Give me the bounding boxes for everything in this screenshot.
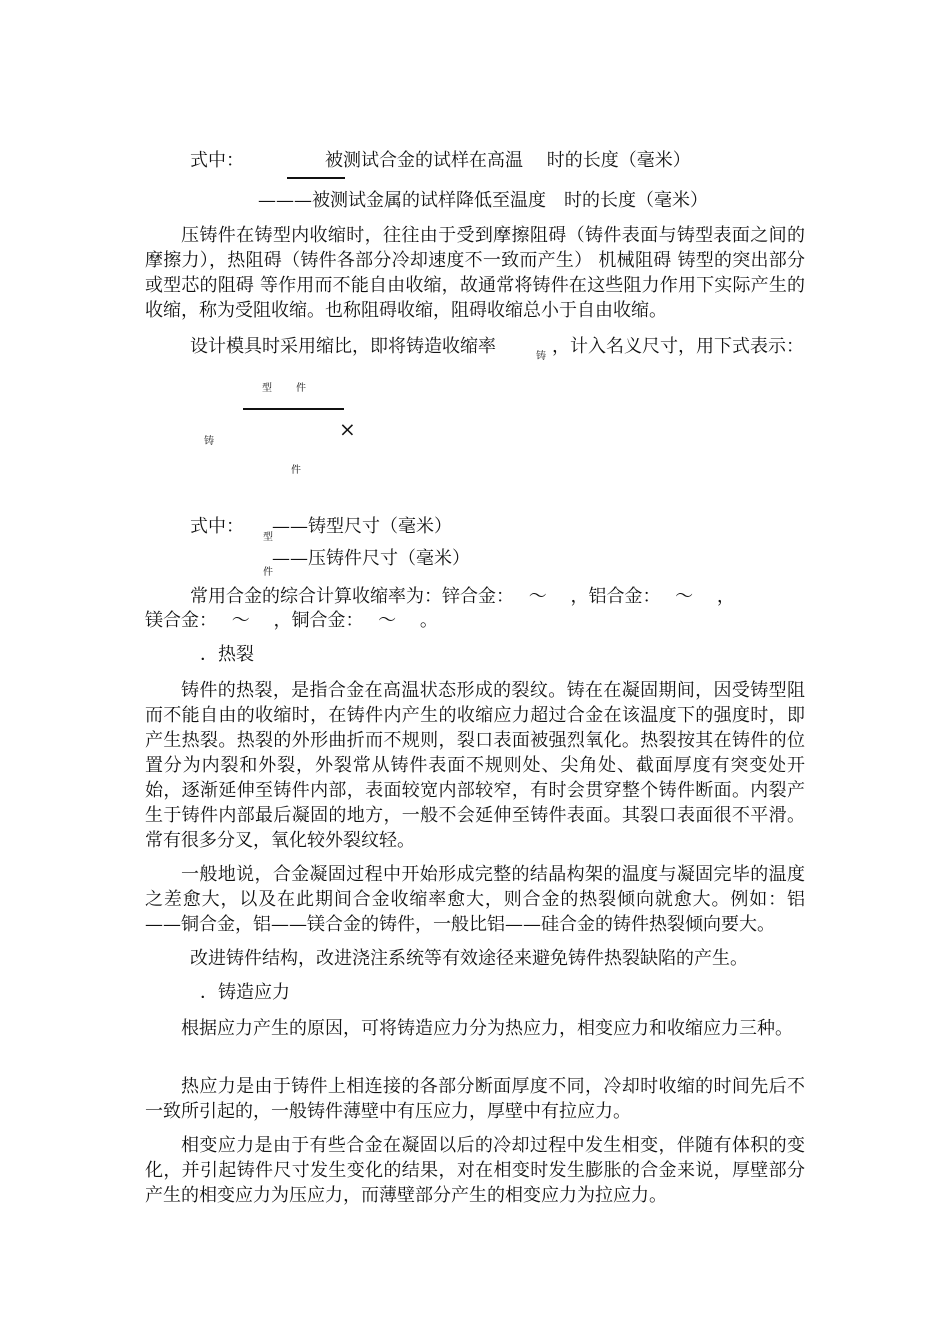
design-text-before: 设计模具时采用缩比，即将铸造收缩率 [190,336,496,357]
formula-underline [287,177,345,179]
def3-subscript: 型 [263,532,273,543]
paragraph-phase-stress: 相变应力是由于有些合金在凝固以后的冷却过程中发生相变，伴随有体积的变化，并引起铸件尺寸发生变化的结果，对在相变时发生膨胀的合金来说，厚壁部分产生的相变应力为压应力，而薄壁部分产生的相变应力为拉应力。 [145,1135,805,1206]
shrinkage-subscript: 铸 [536,351,546,362]
def-label: 式中： [190,150,244,171]
paragraph-hot-crack: 铸件的热裂，是指合金在高温状态形成的裂纹。铸在在凝固期间，因受铸型阻而不能自由的收缩时，在铸件内产生的收缩应力超过合金在该温度下的强度时，即产生热裂。热裂的外形曲折而不规则，裂口表面被强烈氧化。热裂按其在铸件的位置分为内裂和外裂，外裂常从铸件表面不规则处、尖角处、截面厚度有突变处开始，逐渐延伸至铸件内部，表面较宽内部较窄，有时会贯穿整个铸件断面。内裂产生于铸件内部最后凝固的地方，一般不会延伸至铸件表面。其裂口表面很不平滑。常有很多分叉，氧化较外裂纹轻。 [145,680,805,851]
heading-hot-crack: ．热裂 [200,644,254,665]
paragraph-resisted-shrinkage: 压铸件在铸型内收缩时，往往由于受到摩擦阻碍（铸件表面与铸型表面之间的摩擦力），热阻碍（铸件各部分冷却速度不一致而产生） 机械阻碍 铸型的突出部分或型芯的阻碍 等作用而不能自由收缩，故通常将铸件在这些阻力作用下实际产生的收缩，称为受阻收缩。也称阻碍收缩，阻碍收缩总小于自由收缩。 [145,225,805,321]
times-sign: × [339,417,356,441]
def-high-temp-length: 被测试合金的试样在高温 时的长度（毫米） [325,150,691,171]
design-text-after: ，计入名义尺寸，用下式表示： [552,336,804,357]
alloy-shrinkage-line2: 镁合金： ～ ，铜合金： ～ 。 [145,610,438,631]
paragraph-stress-types: 根据应力产生的原因，可将铸造应力分为热应力，相变应力和收缩应力三种。 [181,1018,793,1039]
paragraph-design-scale [190,334,496,359]
def4-subscript: 件 [263,567,273,578]
heading-casting-stress: ．铸造应力 [200,982,290,1003]
paragraph-crack-tendency: 一般地说，合金凝固过程中开始形成完整的结晶构架的温度与凝固完毕的温度之差愈大，以及在此期间合金收缩率愈大，则合金的热裂倾向就愈大。例如：铝——铜合金，铝——镁合金的铸件，一般比铝——硅合金的铸件热裂倾向要大。 [145,864,805,935]
paragraph-thermal-stress: 热应力是由于铸件上相连接的各部分断面厚度不同，冷却时收缩的时间先后不一致所引起的，一般铸件薄壁中有压应力，厚壁中有拉应力。 [145,1076,805,1122]
def3-label: 式中： [190,516,244,537]
formula-denominator-subscript: 件 [291,465,301,476]
fraction-bar [243,408,344,410]
formula-subscript-part: 件 [296,383,306,394]
def-mold-size: ——铸型尺寸（毫米） [272,516,452,537]
def-low-temp-length: ———被测试金属的试样降低至温度 时的长度（毫米） [258,190,708,211]
formula-subscript-cast: 铸 [204,436,214,447]
formula-subscript-mold: 型 [262,383,272,394]
alloy-shrinkage-line1: 常用合金的综合计算收缩率为：锌合金： ～ ，铝合金： ～ ， [190,586,735,607]
def-casting-size: ——压铸件尺寸（毫米） [272,548,470,569]
paragraph-improve: 改进铸件结构，改进浇注系统等有效途径来避免铸件热裂缺陷的产生。 [190,948,748,969]
